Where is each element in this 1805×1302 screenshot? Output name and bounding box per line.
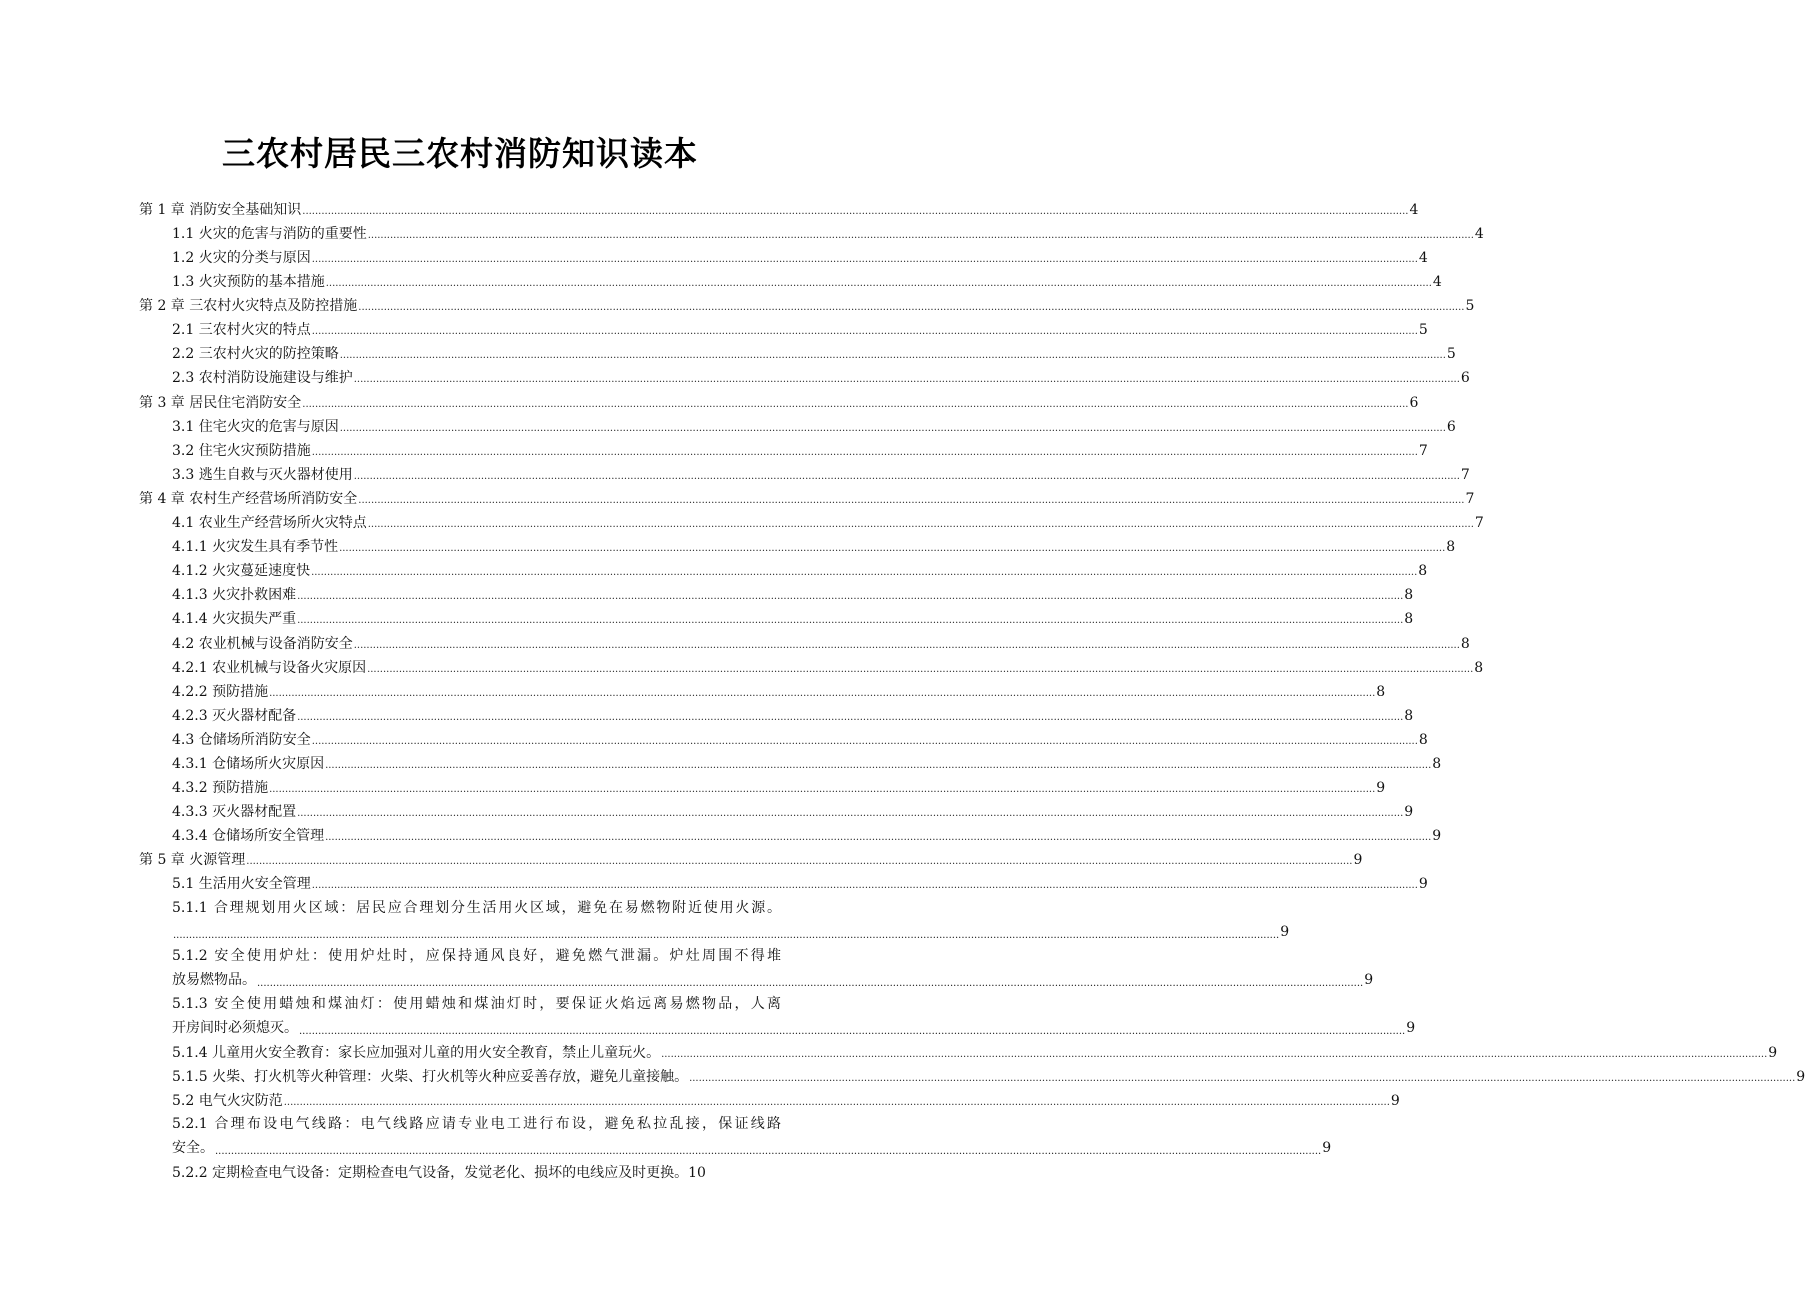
toc-page-number: 4 [1432, 274, 1442, 290]
toc-page-number: 7 [1465, 491, 1475, 507]
leader-dots: ............................................................................................................................................................................................................................................................................................................................................................ [689, 1073, 1796, 1084]
toc-page-number: 9 [1432, 828, 1442, 844]
leader-dots: ............................................................................................................................................................................................................................................................................................................................................................ [311, 736, 1418, 747]
leader-dots: ............................................................................................................................................................................................................................................................................................................................................................ [302, 206, 1409, 217]
toc-section-4-3-1[interactable]: 4.3.1 仓储场所火灾原因 ............................................................................................................................................................................................................................................................................................................................................................ 8 [172, 756, 1442, 772]
toc-section-5-2-2[interactable]: 5.2.2 定期检查电气设备：定期检查电气设备，发觉老化、损坏的电线应及时更换。 10 [172, 1165, 706, 1181]
leader-dots: ............................................................................................................................................................................................................................................................................................................................................................ [311, 567, 1418, 578]
toc-page-number: 9 [1376, 780, 1386, 796]
toc-section-4-1-2[interactable]: 4.1.2 火灾蔓延速度快 ............................................................................................................................................................................................................................................................................................................................................................ 8 [172, 563, 1428, 579]
toc-section-5-1-3[interactable]: 5.1.3 安全使用蜡烛和煤油灯：使用蜡烛和煤油灯时，要保证火焰远离易燃物品，人离 开房间时必须熄灭。 ............................................................................................................................................................................................................................................................................................................................................................ 9 [172, 992, 781, 1040]
leader-dots: ............................................................................................................................................................................................................................................................................................................................................................ [358, 495, 1465, 506]
leader-dots: ............................................................................................................................................................................................................................................................................................................................................................ [325, 278, 1432, 289]
toc-page-number: 7 [1418, 443, 1428, 459]
toc-page-number: 6 [1409, 395, 1419, 411]
leader-dots: ............................................................................................................................................................................................................................................................................................................................................................ [246, 856, 1353, 867]
toc-section-5-1-5[interactable]: 5.1.5 火柴、打火机等火种管理：火柴、打火机等火种应妥善存放，避免儿童接触。 ............................................................................................................................................................................................................................................................................................................................................................ 9 [172, 1069, 1805, 1085]
leader-dots: ............................................................................................................................................................................................................................................................................................................................................................ [339, 543, 1446, 554]
leader-dots: ............................................................................................................................................................................................................................................................................................................................................................ [358, 302, 1465, 313]
leader-dots: ............................................................................................................................................................................................................................................................................................................................................................ [339, 423, 1446, 434]
toc-chapter-1[interactable]: 第 1 章 消防安全基础知识 ............................................................................................................................................................................................................................................................................................................................................................ 4 [139, 202, 1419, 218]
toc-page-number: 8 [1418, 563, 1428, 579]
leader-dots: ............................................................................................................................................................................................................................................................................................................................................................ [325, 760, 1432, 771]
toc-page-number: 9 [1322, 1140, 1332, 1156]
leader-dots: ............................................................................................................................................................................................................................................................................................................................................................ [311, 880, 1418, 891]
toc-page-number: 8 [1460, 636, 1470, 652]
leader-dots: ............................................................................................................................................................................................................................................................................................................................................................ [311, 447, 1418, 458]
toc-page-number: 8 [1474, 660, 1484, 676]
toc-page-number: 8 [1404, 587, 1414, 603]
leader-dots: ............................................................................................................................................................................................................................................................................................................................................................ [325, 832, 1432, 843]
leader-dots: ............................................................................................................................................................................................................................................................................................................................................................ [283, 1097, 1390, 1108]
toc-page-number: 4 [1474, 226, 1484, 242]
leader-dots: ............................................................................................................................................................................................................................................................................................................................................................ [353, 471, 1460, 482]
toc-section-4-2-2[interactable]: 4.2.2 预防措施 ............................................................................................................................................................................................................................................................................................................................................................ 8 [172, 684, 1386, 700]
toc-section-4-2[interactable]: 4.2 农业机械与设备消防安全 ............................................................................................................................................................................................................................................................................................................................................................ 8 [172, 636, 1470, 652]
toc-page-number: 4 [1409, 202, 1419, 218]
toc-page-number: 5 [1418, 322, 1428, 338]
leader-dots: ............................................................................................................................................................................................................................................................................................................................................................ [215, 1146, 1322, 1157]
toc-section-2-3[interactable]: 2.3 农村消防设施建设与维护 ............................................................................................................................................................................................................................................................................................................................................................ 6 [172, 370, 1470, 386]
toc-section-4-3-2[interactable]: 4.3.2 预防措施 ............................................................................................................................................................................................................................................................................................................................................................ 9 [172, 780, 1386, 796]
leader-dots: ............................................................................................................................................................................................................................................................................................................................................................ [353, 374, 1460, 385]
toc-chapter-3[interactable]: 第 3 章 居民住宅消防安全 ............................................................................................................................................................................................................................................................................................................................................................ 6 [139, 395, 1419, 411]
toc-section-1-3[interactable]: 1.3 火灾预防的基本措施 ............................................................................................................................................................................................................................................................................................................................................................ 4 [172, 274, 1442, 290]
leader-dots: ............................................................................................................................................................................................................................................................................................................................................................ [297, 712, 1404, 723]
leader-dots: ............................................................................................................................................................................................................................................................................................................................................................ [353, 640, 1460, 651]
leader-dots: ............................................................................................................................................................................................................................................................................................................................................................ [297, 591, 1404, 602]
toc-page-number: 6 [1446, 419, 1456, 435]
leader-dots: ............................................................................................................................................................................................................................................................................................................................................................ [299, 1026, 1406, 1037]
toc-page-number: 8 [1404, 611, 1414, 627]
leader-dots: ............................................................................................................................................................................................................................................................................................................................................................ [311, 254, 1418, 265]
toc-page-number: 7 [1460, 467, 1470, 483]
leader-dots: ............................................................................................................................................................................................................................................................................................................................................................ [297, 808, 1404, 819]
document-title: 三农村居民三农村消防知识读本 [222, 134, 698, 173]
toc-page-number: 9 [1796, 1069, 1805, 1085]
leader-dots: ............................................................................................................................................................................................................................................................................................................................................................ [661, 1049, 1768, 1060]
toc-page-number: 9 [1353, 852, 1363, 868]
toc-section-4-2-3[interactable]: 4.2.3 灭火器材配备 ............................................................................................................................................................................................................................................................................................................................................................ 8 [172, 708, 1414, 724]
toc-section-1-2[interactable]: 1.2 火灾的分类与原因 ............................................................................................................................................................................................................................................................................................................................................................ 4 [172, 250, 1428, 266]
toc-section-4-1-1[interactable]: 4.1.1 火灾发生具有季节性 ............................................................................................................................................................................................................................................................................................................................................................ 8 [172, 539, 1456, 555]
toc-page-number: 9 [1406, 1020, 1416, 1036]
toc-section-4-3-4[interactable]: 4.3.4 仓储场所安全管理 ............................................................................................................................................................................................................................................................................................................................................................ 9 [172, 828, 1442, 844]
toc-page-number: 6 [1460, 370, 1470, 386]
toc-page-number: 9 [1404, 804, 1414, 820]
toc-section-5-2-1[interactable]: 5.2.1 合理布设电气线路：电气线路应请专业电工进行布设，避免私拉乱接，保证线路 安全。 ............................................................................................................................................................................................................................................................................................................................................................ 9 [172, 1112, 781, 1160]
toc-section-4-1[interactable]: 4.1 农业生产经营场所火灾特点 ............................................................................................................................................................................................................................................................................................................................................................ 7 [172, 515, 1484, 531]
leader-dots: ............................................................................................................................................................................................................................................................................................................................................................ [297, 615, 1404, 626]
toc-page-number: 10 [688, 1165, 706, 1181]
toc-page-number: 9 [1364, 972, 1374, 988]
leader-dots: ............................................................................................................................................................................................................................................................................................................................................................ [367, 519, 1474, 530]
toc-page-number: 7 [1474, 515, 1484, 531]
toc-page-number: 9 [1418, 876, 1428, 892]
toc-page-number: 8 [1432, 756, 1442, 772]
toc-section-4-2-1[interactable]: 4.2.1 农业机械与设备火灾原因 ............................................................................................................................................................................................................................................................................................................................................................ 8 [172, 660, 1484, 676]
toc-section-5-1[interactable]: 5.1 生活用火安全管理 ............................................................................................................................................................................................................................................................................................................................................................ 9 [172, 876, 1428, 892]
leader-dots: ............................................................................................................................................................................................................................................................................................................................................................ [269, 688, 1376, 699]
leader-dots: ............................................................................................................................................................................................................................................................................................................................................................ [302, 399, 1409, 410]
toc-section-4-3[interactable]: 4.3 仓储场所消防安全 ............................................................................................................................................................................................................................................................................................................................................................ 8 [172, 732, 1428, 748]
toc-page-number: 9 [1390, 1093, 1400, 1109]
leader-dots: ............................................................................................................................................................................................................................................................................................................................................................ [367, 664, 1474, 675]
toc-chapter-4[interactable]: 第 4 章 农村生产经营场所消防安全 ............................................................................................................................................................................................................................................................................................................................................................ 7 [139, 491, 1475, 507]
toc-page-number: 9 [1280, 924, 1290, 940]
toc-section-5-2[interactable]: 5.2 电气火灾防范 ............................................................................................................................................................................................................................................................................................................................................................ 9 [172, 1093, 1400, 1109]
toc-page-number: 8 [1404, 708, 1414, 724]
leader-dots: ............................................................................................................................................................................................................................................................................................................................................................ [173, 930, 1280, 941]
leader-dots: ............................................................................................................................................................................................................................................................................................................................................................ [311, 326, 1418, 337]
toc-section-4-1-4[interactable]: 4.1.4 火灾损失严重 ............................................................................................................................................................................................................................................................................................................................................................ 8 [172, 611, 1414, 627]
leader-dots: ............................................................................................................................................................................................................................................................................................................................................................ [269, 784, 1376, 795]
toc-page-number: 8 [1446, 539, 1456, 555]
toc-page-number: 4 [1418, 250, 1428, 266]
leader-dots: ............................................................................................................................................................................................................................................................................................................................................................ [339, 350, 1446, 361]
toc-page-number: 5 [1446, 346, 1456, 362]
toc-section-4-3-3[interactable]: 4.3.3 灭火器材配置 ............................................................................................................................................................................................................................................................................................................................................................ 9 [172, 804, 1414, 820]
toc-section-2-2[interactable]: 2.2 三农村火灾的防控策略 ............................................................................................................................................................................................................................................................................................................................................................ 5 [172, 346, 1456, 362]
toc-page-number: 5 [1465, 298, 1475, 314]
toc-section-3-3[interactable]: 3.3 逃生自救与灭火器材使用 ............................................................................................................................................................................................................................................................................................................................................................ 7 [172, 467, 1470, 483]
leader-dots: ............................................................................................................................................................................................................................................................................................................................................................ [257, 978, 1364, 989]
toc-section-5-1-1[interactable]: 5.1.1 合理规划用火区域：居民应合理划分生活用火区域，避免在易燃物附近使用火源。 ............................................................................................................................................................................................................................................................................................................................................................ 9 [172, 896, 781, 944]
toc-page-number: 8 [1418, 732, 1428, 748]
toc-section-3-1[interactable]: 3.1 住宅火灾的危害与原因 ............................................................................................................................................................................................................................................................................................................................................................ 6 [172, 419, 1456, 435]
toc-section-4-1-3[interactable]: 4.1.3 火灾扑救困难 ............................................................................................................................................................................................................................................................................................................................................................ 8 [172, 587, 1414, 603]
toc-section-1-1[interactable]: 1.1 火灾的危害与消防的重要性 ............................................................................................................................................................................................................................................................................................................................................................ 4 [172, 226, 1484, 242]
toc-section-2-1[interactable]: 2.1 三农村火灾的特点 ............................................................................................................................................................................................................................................................................................................................................................ 5 [172, 322, 1428, 338]
toc-page-number: 9 [1768, 1045, 1778, 1061]
toc-page-number: 8 [1376, 684, 1386, 700]
leader-dots: ............................................................................................................................................................................................................................................................................................................................................................ [367, 230, 1474, 241]
toc-chapter-5[interactable]: 第 5 章 火源管理 ............................................................................................................................................................................................................................................................................................................................................................ 9 [139, 852, 1363, 868]
toc-section-5-1-2[interactable]: 5.1.2 安全使用炉灶：使用炉灶时，应保持通风良好，避免燃气泄漏。炉灶周围不得堆 放易燃物品。 ............................................................................................................................................................................................................................................................................................................................................................ 9 [172, 944, 781, 992]
toc-section-5-1-4[interactable]: 5.1.4 儿童用火安全教育：家长应加强对儿童的用火安全教育，禁止儿童玩火。 ............................................................................................................................................................................................................................................................................................................................................................ 9 [172, 1045, 1778, 1061]
toc-section-3-2[interactable]: 3.2 住宅火灾预防措施 ............................................................................................................................................................................................................................................................................................................................................................ 7 [172, 443, 1428, 459]
toc-chapter-2[interactable]: 第 2 章 三农村火灾特点及防控措施 ............................................................................................................................................................................................................................................................................................................................................................ 5 [139, 298, 1475, 314]
